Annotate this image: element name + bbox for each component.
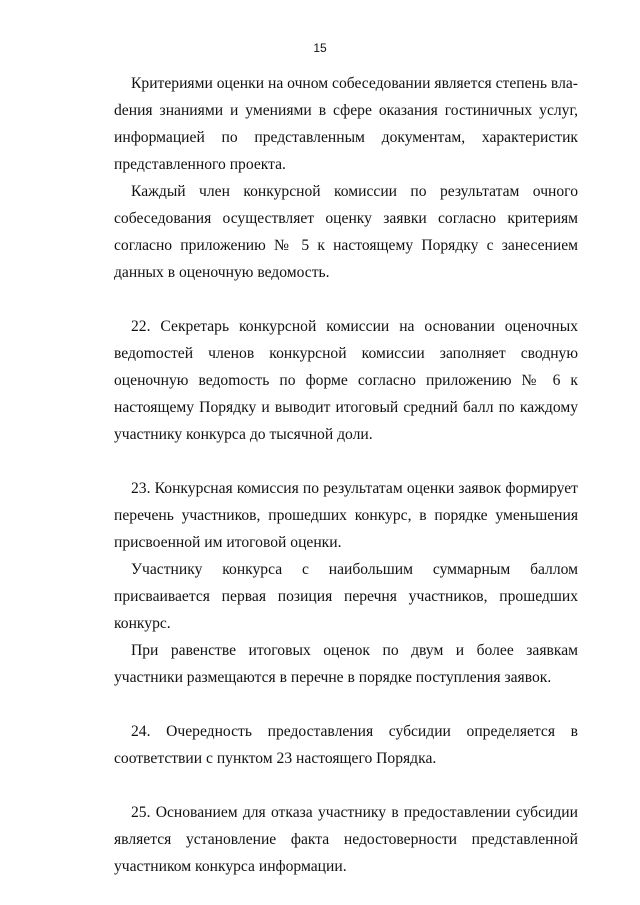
section-23 — [114, 475, 578, 691]
document-body — [114, 70, 578, 880]
section-criteria — [114, 70, 578, 286]
paragraph-member-evaluation: Каждый член конкурсной комиссии по результатам очного собеседования осуществляет оценку заявки согласно критериям согласно приложению № 5 к настоящему Порядку с занесением данных в оценочную ведомость. — [114, 183, 578, 281]
paragraph-23: 23. Конкурсная комиссия по результатам оценки заявок формирует перечень участников, прошедших конкурс, в порядке уменьшения присвоенной им итоговой оценки. — [114, 480, 578, 551]
paragraph-criteria: Критериями оценки на очном собеседовании является степень влаdения знаниями и умениями в сфере оказания гостиничных услуг, информацией по представленным документам, характеристик представленного проекта. — [114, 75, 578, 173]
paragraph-24: 24. Очередность предоставления субсидии определяется в соответствии с пунктом 23 настоящего Порядка. — [114, 723, 578, 767]
section-24 — [114, 718, 578, 772]
section-25 — [114, 799, 578, 880]
paragraph-25: 25. Основанием для отказа участнику в предоставлении субсидии является установление факта недостоверности представленной участником конкурса информации. — [114, 804, 578, 875]
section-22 — [114, 313, 578, 448]
paragraph-23-first-position: Участнику конкурса с наибольшим суммарным баллом присваивается первая позиция перечня участников, прошедших конкурс. — [114, 561, 578, 632]
page-number: 15 — [313, 41, 327, 55]
paragraph-23-equal-scores: При равенстве итоговых оценок по двум и более заявкам участники размещаются в перечне в порядке поступления заявок. — [114, 642, 578, 686]
paragraph-22: 22. Секретарь конкурсной комиссии на основании оценочных ведоmостей членов конкурсной комиссии заполняет сводную оценочную ведоmость по форме согласно приложению № 6 к настоящему Порядку и выводит итоговый средний балл по каждому участнику конкурса до тысячной доли. — [114, 318, 578, 443]
